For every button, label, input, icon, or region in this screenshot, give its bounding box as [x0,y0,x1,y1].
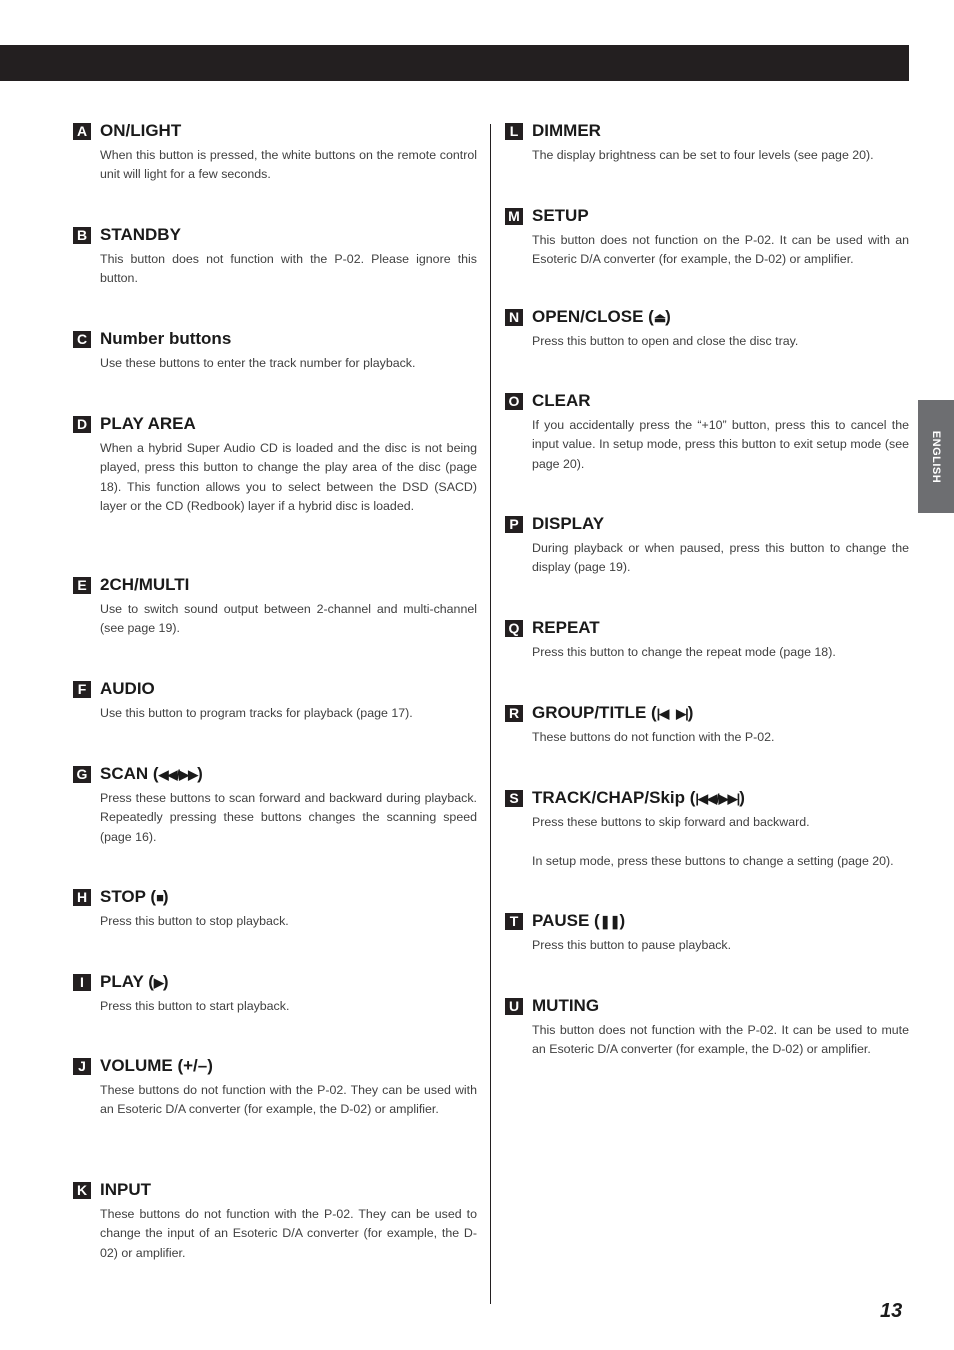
title-text: PAUSE ( [532,911,600,930]
entry-standby [73,226,477,289]
title-text: PLAY ( [100,972,154,991]
letter-marker: J [73,1058,91,1075]
letter-marker: R [505,705,523,722]
letter-marker: I [73,974,91,991]
eject-icon: ⏏ [653,310,666,325]
group-skip-icon: |◀ ▶| [656,706,688,721]
entry-title [532,787,745,810]
entry-title: ON/LIGHT [100,121,182,140]
scan-icon: ◀◀/▶▶ [158,767,198,782]
entry-description [100,600,477,639]
title-text-end: ) [162,887,169,906]
entry-description [532,332,909,351]
entry-description [100,1081,477,1120]
letter-marker: L [505,123,523,140]
entry-volume [73,1057,477,1120]
entry-display [505,515,909,578]
pause-icon: ❚❚ [599,914,620,929]
letter-marker: H [73,889,91,906]
description-text: If you accidentally press the “+10” button, press this to cancel the input value. In setup mode, press this button to exit setup mode (see page 20). [532,418,909,471]
description-text: This button does not function on the P-02. It can be used with an Esoteric D/A converter (for example, the D-02) or amplifier. [532,233,909,267]
description-text: These buttons do not function with the P-02. They can be used with an Esoteric D/A converter (for example, the D-02) or amplifier. [100,1083,477,1117]
description-text: Use to switch sound output between 2-channel and multi-channel (see page 19). [100,602,477,636]
title-text-end: ) [619,911,626,930]
entry-input [73,1181,477,1263]
title-text-end: ) [162,972,169,991]
description-text: These buttons do not function with the P-02. They can be used to change the input of an Esoteric D/A converter (for example, the D-02) or amplifier. [100,1207,477,1260]
entry-repeat [505,619,909,662]
entry-2ch-multi [73,576,477,639]
stop-icon: ■ [156,890,163,905]
play-icon: ▶ [153,975,163,990]
letter-marker: P [505,516,523,533]
entry-description [532,643,909,662]
entry-title: DIMMER [532,121,601,140]
title-text: GROUP/TITLE ( [532,703,657,722]
entry-description [532,539,909,578]
entry-title: INPUT [100,1180,151,1199]
letter-marker: F [73,681,91,698]
entry-muting [505,997,909,1060]
skip-icon: |◀◀/▶▶| [695,791,740,806]
entry-description [100,912,477,931]
description-text: Press these buttons to scan forward and backward during playback. Repeatedly pressing these buttons changes the scanning speed (page 16). [100,791,477,844]
entry-description [532,1021,909,1060]
entry-title: MUTING [532,996,600,1015]
entry-on-light [73,122,477,185]
letter-marker: C [73,331,91,348]
letter-marker: B [73,227,91,244]
description-text: Press this button to open and close the disc tray. [532,334,799,348]
letter-marker: G [73,766,91,783]
entry-open-close [505,308,909,351]
language-tab-label: ENGLISH [930,430,942,483]
entry-pause [505,912,909,955]
title-text: OPEN/CLOSE ( [532,307,654,326]
title-text-end: ) [739,788,745,807]
letter-marker: M [505,208,523,225]
entry-description [100,439,477,516]
description-text: Use these buttons to enter the track number for playback. [100,356,416,370]
entry-description [100,354,477,373]
entry-title: SETUP [532,206,589,225]
description-text: Use this button to program tracks for playback (page 17). [100,706,413,720]
entry-description [100,250,477,289]
entry-title: CLEAR [532,391,591,410]
entry-dimmer [505,122,909,165]
entry-title [100,763,203,786]
entry-description [532,146,909,165]
description-text: Press this button to change the repeat mode (page 18). [532,645,836,659]
entry-track-skip [505,789,909,871]
entry-clear [505,392,909,474]
entry-title: STANDBY [100,225,181,244]
letter-marker: S [505,790,523,807]
entry-description [532,416,909,474]
title-text-end: ) [197,764,203,783]
entry-description [532,813,909,871]
letter-marker: A [73,123,91,140]
header-bar [0,45,909,81]
entry-title [532,306,671,329]
description-text: During playback or when paused, press this button to change the display (page 19). [532,541,909,575]
entry-stop [73,888,477,931]
entry-title: DISPLAY [532,514,605,533]
letter-marker: Q [505,620,523,637]
entry-description [100,1205,477,1263]
description-text: Press this button to pause playback. [532,938,732,952]
entry-title [532,702,693,725]
entry-description [532,231,909,270]
title-text: TRACK/CHAP/Skip ( [532,788,696,807]
letter-marker: E [73,577,91,594]
description-text: These buttons do not function with the P-02. [532,730,775,744]
description-text: In setup mode, press these buttons to change a setting (page 20). [532,853,894,868]
entry-audio [73,680,477,723]
entry-description [100,704,477,723]
description-text: The display brightness can be set to four levels (see page 20). [532,148,874,162]
title-text: STOP ( [100,887,157,906]
entry-scan [73,765,477,847]
description-text: When this button is pressed, the white buttons on the remote control unit will light for a few seconds. [100,148,477,182]
entry-title [100,886,169,909]
description-text: When a hybrid Super Audio CD is loaded and the disc is not being played, press this button to change the play area of the disc (page 18). This function allows you to select between the DSD (SACD) layer or the CD (Redbook) layer if a hybrid disc is loaded. [100,441,477,513]
column-divider [490,124,491,1304]
entry-description [532,936,909,955]
entry-title: PLAY AREA [100,414,196,433]
entry-title: AUDIO [100,679,155,698]
description-text: This button does not function with the P-02. It can be used to mute an Esoteric D/A converter (for example, the D-02) or amplifier. [532,1023,909,1057]
letter-marker: N [505,309,523,326]
title-text: SCAN ( [100,764,159,783]
description-text: Press this button to stop playback. [100,914,289,928]
language-tab [918,400,954,513]
entry-group-title [505,704,909,747]
entry-setup [505,207,909,270]
description-text: Press this button to start playback. [100,999,290,1013]
entry-number-buttons [73,330,477,373]
letter-marker: D [73,416,91,433]
entry-title [100,971,169,994]
title-text-end: ) [665,307,671,326]
entry-play-area [73,415,477,516]
title-text-end: ) [687,703,694,722]
letter-marker: U [505,998,523,1015]
letter-marker: O [505,393,523,410]
description-text: Press these buttons to skip forward and backward. [532,815,810,829]
entry-play [73,973,477,1016]
entry-description [532,728,909,747]
description-text: This button does not function with the P-02. Please ignore this button. [100,252,477,286]
entry-description [100,146,477,185]
letter-marker: K [73,1182,91,1199]
entry-title: Number buttons [100,329,232,348]
entry-title: REPEAT [532,618,600,637]
entry-description [100,789,477,847]
entry-title: VOLUME (+/–) [100,1056,213,1075]
letter-marker: T [505,913,523,930]
entry-title [532,910,625,933]
entry-description [100,997,477,1016]
page-number: 13 [880,1300,903,1322]
entry-title: 2CH/MULTI [100,575,190,594]
